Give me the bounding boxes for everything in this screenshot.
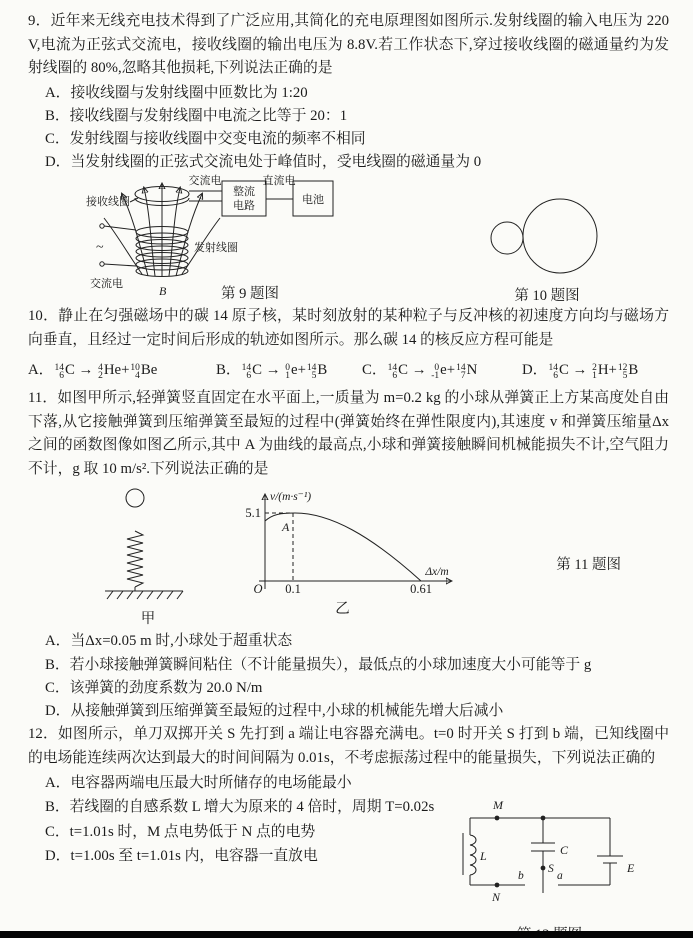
origin-label: O xyxy=(253,582,263,597)
figure-row-q9-q10 xyxy=(28,174,669,305)
tilde-symbol: ~ xyxy=(96,240,104,256)
ground-hatching xyxy=(107,591,183,599)
figure-q10-caption: 第 10 题图 xyxy=(514,288,580,305)
v-deltax-graph xyxy=(225,485,460,597)
b-label: b xyxy=(517,870,524,883)
question-9-option-a: A．接收线圈与发射线圈中匝数比为 1:20 xyxy=(45,84,308,101)
question-12-option-d: D．t=1.00s 至 t=1.01s 内，电容器一直放电 xyxy=(45,847,318,864)
figure-q9-caption: 第 9 题图 xyxy=(221,286,279,303)
question-12-option-b: B．若线圈的自感系数 L 增大为原来的 4 倍时，周期 T=0.02s xyxy=(45,799,435,816)
x-tick-01: 0.1 xyxy=(285,582,301,597)
node-n xyxy=(494,883,499,888)
question-11-stem: 11．如图甲所示,轻弹簧竖直固定在水平面上,一质量为 m=0.2 kg 的小球从弹簧正上方某高度处自由下落,从它接触弹簧到压缩弹簧至最短的过程中(弹簧始终在弹性限度内),其速度 v 和弹簧压缩量Δx 之间的函数图像如图乙所示,其中 A 为曲线的最高点,小球和弹簧接触瞬间机械能损失不计,空气阻力不计，g 取 10 m/s².下列说法正确的是 xyxy=(28,390,669,477)
scan-edge-bar xyxy=(0,931,693,938)
transmitting-coil-label: 发射线圈 xyxy=(194,242,238,255)
point-a-label: A xyxy=(282,520,290,535)
question-12-option-a: A．电容器两端电压最大时所储存的电场能最小 xyxy=(45,775,352,792)
jia-caption: 甲 xyxy=(140,611,156,628)
question-11-option-a: A．当Δx=0.05 m 时,小球处于超重状态 xyxy=(45,633,293,650)
question-9-option-d: D．当发射线圈的正弦式交流电处于峰值时，受电线圈的磁通量为 0 xyxy=(45,154,482,171)
question-10-option-a: A． 14 6 C → 4 2 He+ 10 4 Be xyxy=(28,362,158,382)
receiving-coil-label: 接收线圈 xyxy=(86,196,130,209)
x-axis-label: Δx/m xyxy=(425,566,449,579)
question-12-option-c: C．t=1.01s 时，M 点电势低于 N 点的电势 xyxy=(45,823,316,840)
battery-label: 电池 xyxy=(302,194,324,207)
question-9-stem: 9．近年来无线充电技术得到了广泛应用,其简化的充电原理图如图所示.发射线圈的输入电压为 220 V,电流为正弦式交流电，接收线圈的输出电压为 8.8V.若工作状态下,穿过接收线圈的磁通量约为发射线圈的 80%,忽略其他损耗,下列说法正确的是 xyxy=(28,13,669,76)
trajectory-circles-diagram xyxy=(482,188,612,278)
question-10-option-d: D． 14 6 C → 2 1 H+ 12 5 B xyxy=(522,362,639,382)
a-label: a xyxy=(556,870,563,883)
x-tick-061: 0.61 xyxy=(410,582,432,597)
ac-source-terminals xyxy=(96,224,136,266)
ball-spring-diagram xyxy=(103,485,193,607)
figure-q9 xyxy=(60,174,440,303)
question-10-options xyxy=(28,357,669,383)
ac-top-label: 交流电 xyxy=(188,175,222,188)
y-axis-label: v/(m·s⁻¹) xyxy=(270,491,312,504)
l-label: L xyxy=(479,849,487,864)
question-10-option-b: B． 14 6 C → 0 1 e+ 14 5 B xyxy=(216,362,328,382)
question-10-option-c: C． 14 6 C → 0 -1 e+ 14 7 N xyxy=(362,362,478,382)
rectifier-label-1: 整流 xyxy=(233,186,255,199)
ac-bottom-label: 交流电 xyxy=(90,278,123,291)
m-label: M xyxy=(492,798,503,813)
question-9 xyxy=(28,10,669,305)
question-11-options xyxy=(28,630,669,723)
lc-circuit-diagram xyxy=(450,773,650,908)
small-circle-track xyxy=(491,222,523,254)
dc-top-label: 直流电 xyxy=(262,175,296,188)
spring-icon xyxy=(127,531,143,587)
question-12-stem: 12．如图所示，单刀双掷开关 S 先打到 a 端让电容器充满电。t=0 时开关 S 打到 b 端，已知线圈中的电场能连续两次达到最大的时间间隔为 0.01s，不考虑振荡过程中的能量损失，下列说法正确的 xyxy=(28,726,669,766)
question-11-option-c: C．该弹簧的劲度系数为 20.0 N/m xyxy=(45,679,263,696)
question-10 xyxy=(28,305,669,383)
figure-q12 xyxy=(432,773,667,938)
b-field-label: B xyxy=(159,284,167,299)
question-11-option-d: D．从接触弹簧到压缩弹簧至最短的过程中,小球的机械能先增大后减小 xyxy=(45,702,504,719)
inductor-coil-icon xyxy=(470,835,476,875)
figure-row-q11 xyxy=(103,485,669,628)
node-m xyxy=(494,816,499,821)
question-11-option-b: B．若小球接触弹簧瞬间粘住（不计能量损失），最低点的小球加速度大小可能等于 g xyxy=(45,656,592,673)
wireless-charging-diagram xyxy=(60,174,440,298)
e-label: E xyxy=(626,861,634,876)
question-9-option-c: C．发射线圈与接收线圈中交变电流的频率不相同 xyxy=(45,130,366,147)
yi-caption: 乙 xyxy=(335,601,350,618)
question-10-stem: 10．静止在匀强磁场中的碳 14 原子核，某时刻放射的某种粒子与反冲核的初速度方向均与磁场方向垂直，且经过一定时间后形成的轨迹如图所示。那么碳 14 的核反应方程可能是 xyxy=(28,308,669,348)
question-11 xyxy=(28,387,669,723)
c-label: C xyxy=(559,843,568,858)
n-label: N xyxy=(491,890,500,905)
large-circle-track xyxy=(523,199,597,273)
figure-q11-caption: 第 11 题图 xyxy=(556,557,621,574)
figure-q11-yi xyxy=(225,485,460,618)
question-9-options xyxy=(28,82,669,175)
figure-q11-jia xyxy=(103,485,193,628)
question-12 xyxy=(28,723,669,905)
rectifier-label-2: 电路 xyxy=(233,200,255,213)
ball-icon xyxy=(126,489,144,507)
label-pointer xyxy=(130,198,138,202)
peak-value-label: 5.1 xyxy=(245,506,261,521)
question-12-options xyxy=(28,771,473,868)
question-9-option-b: B．接收线圈与发射线圈中电流之比等于 20：1 xyxy=(45,107,348,124)
figure-q10 xyxy=(482,188,612,305)
s-label: S xyxy=(547,863,554,876)
